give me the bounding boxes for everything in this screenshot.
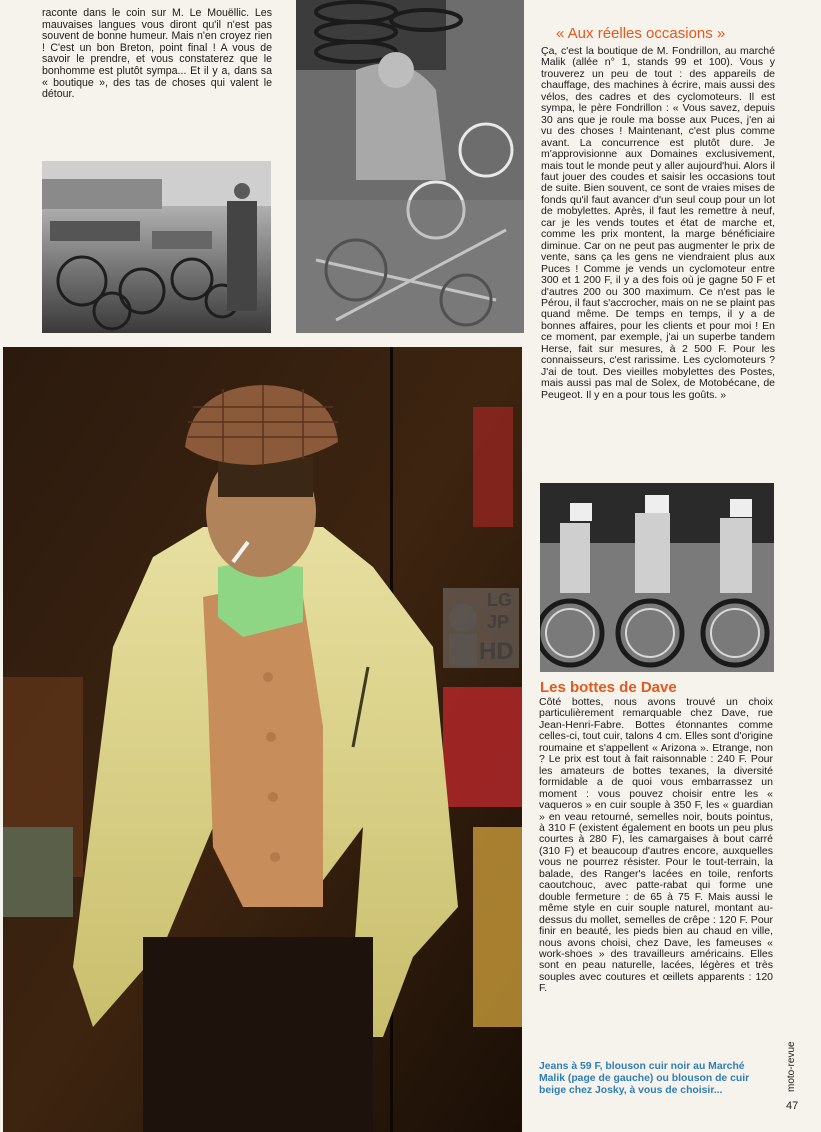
photo-man-in-beige-jacket <box>3 347 522 1132</box>
watermark-logo <box>443 588 519 668</box>
watermark-line3: HD <box>479 638 514 665</box>
section-body-bottes: Côté bottes, nous avons trouvé un choix particulièrement remarquable chez Dave, rue Jean-Henri-Fabre. Bottes étonnantes comme celles-ci, tout cuir, talons 4 cm. Elles sont d'origine roumaine et s'appellent « Arizona ». Etrange, non ? Le prix est tout à fait raisonnable : 240 F. Pour les amateurs de bottes texanes, la diversité formidable a de quoi vous embarrassez un moment : vous pouvez choisir entre les « vaqueros » en cuir souple à 350 F, les « guardian » en veau retourné, semelles noir, bouts pointus, à 310 F (existent également en boots un peu plus courtes à 280 F), les camargaises à bout carré (310 F) et beaucoup d'autres encore, auxquelles vous ne pourrez résister. Pour le tout-terrain, la balade, des Ranger's lacées en toile, renforts caoutchouc, avec patte-rabat qui forme une double fermeture : de 65 à 75 F. Mais aussi le même style en cuir souple naturel, montant au-dessus du mollet, semelles de crêpe : 120 F. Pour finir en beauté, les pieds bien au chaud en ville, nous avons choisi, chez Dave, les fameuses « work-shoes » des travailleurs américains. Elles sont en peau naturelle, lacées, légères et très souples avec coutures et œillets apparents : 120 F. <box>539 696 773 995</box>
photo-caption: Jeans à 59 F, blouson cuir noir au Marché Malik (page de gauche) ou blouson de cuir beige chez Josky, à vous de choisir... <box>539 1061 750 1096</box>
section-heading-occasions: « Aux réelles occasions » <box>556 25 726 42</box>
watermark-line2: JP <box>487 612 510 632</box>
photo-motorcycles-yard <box>42 161 271 333</box>
intro-paragraph: raconte dans le coin sur M. Le Mouëllic. Les mauvaises langues vous diront qu'il n'est pas souvent de bonne humeur. Mais n'en croyez rien ! C'est un bon Breton, point final ! A vous de savoir le prendre, et vous constaterez que le bonhomme est plutôt sympa... Et il y a, dans sa « boutique », des tas de choses qui valent le détour. <box>42 7 272 101</box>
section-heading-bottes: Les bottes de Dave <box>540 679 677 696</box>
watermark-line1: LG <box>487 590 512 610</box>
magazine-name: moto-revue <box>786 1041 797 1092</box>
photo-man-repairing-bikes <box>296 0 524 333</box>
photo-mopeds <box>540 483 774 672</box>
page-number: 47 <box>786 1100 799 1112</box>
section-body-occasions: Ça, c'est la boutique de M. Fondrillon, au marché Malik (allée n° 1, stands 99 et 100). Vous y trouverez un peu de tout : des appareils de chauffage, des machines à écrire, mais aussi des vélos, des cadres et des cyclomoteurs. Il est sympa, le père Fondrillon : « Vous savez, depuis 30 ans que je roule ma bosse aux Puces, j'en ai vu des choses ! Maintenant, c'est plus comme avant. La concurrence est plutôt dure. Je m'approvisionne aux Domaines exclusivement, mais tout le monde peut y aller aujourd'hui. Alors il faut jouer des coudes et saisir les occasions tout de suite. Bien souvent, ce sont de vraies mises de fonds qu'il faut avancer d'un seul coup pour un lot de mobylettes. Après, il faut les remettre à neuf, car je les vends toutes et état de marche et, comme les prix montent, la marge bénéficiaire diminue. Car on ne peut pas augmenter le prix de vente, sans ça les gens ne viendraient plus aux Puces ! Comme je vends un cyclomoteur entre 300 et 1 200 F, il y a des fois où je gagne 50 F et d'autres 200 ou 300 maximum. Ce n'est pas le Pérou, il faut s'accrocher, mais on ne se plaint pas quand même. De temps en temps, il y a de bonnes affaires, pour les clients et pour moi ! En ce moment, par exemple, j'ai un superbe tandem Herse, fait sur mesures, à 2 500 F. Pour les connaisseurs, c'est rarissime. Les cyclomoteurs ? J'ai de tout. Des vieilles mobylettes des Postes, mais aussi pas mal de Solex, de Motobécane, de Peugeot. Il y en a pour tous les goûts. » <box>541 45 775 401</box>
